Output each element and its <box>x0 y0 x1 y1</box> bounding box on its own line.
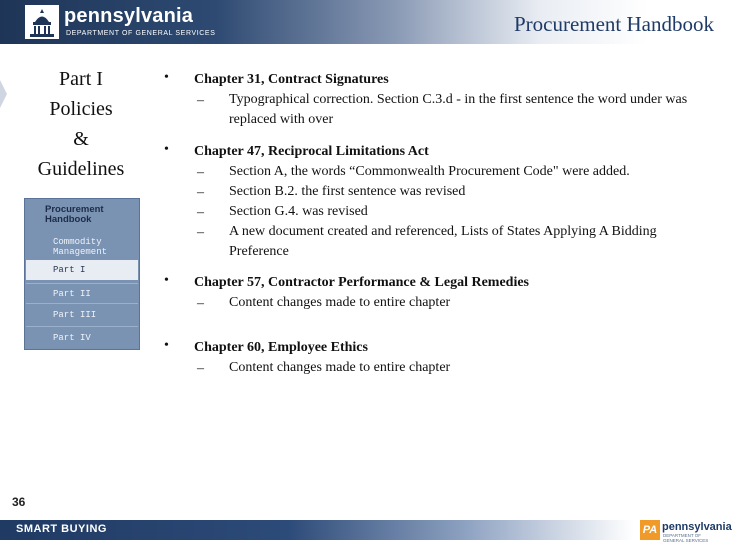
thumbnail-title <box>45 205 104 225</box>
part-heading-line: Guidelines <box>37 158 125 180</box>
capitol-dome-icon <box>24 4 60 40</box>
sub-item-text: Section B.2. the first sentence was revised <box>229 184 466 199</box>
bullet-icon: • <box>164 338 169 353</box>
dash-icon: – <box>197 185 204 200</box>
part-heading-line: Part I <box>59 68 103 90</box>
thumbnail-item-label: Part I <box>53 265 86 275</box>
dash-icon: – <box>197 296 204 311</box>
part-heading-line: & <box>73 128 89 150</box>
sub-item-text: Section G.4. was revised <box>229 204 368 219</box>
thumbnail-item: Management <box>53 247 108 257</box>
thumbnail-title-line: Procurement <box>45 204 104 215</box>
sub-item <box>194 222 712 262</box>
sub-item-text: A new document created and referenced, Lists of States Applying A Bidding Preference <box>229 224 657 259</box>
bullet-item <box>164 70 712 90</box>
part-heading-line: Policies <box>49 98 113 120</box>
sub-item <box>194 358 712 378</box>
bullet-item <box>164 142 712 162</box>
thumbnail-item-selected <box>26 260 138 280</box>
bullet-text: Chapter 60, Employee Ethics <box>194 340 368 355</box>
bullet-icon: • <box>164 273 169 288</box>
footer-logo-subtitle: DEPARTMENT OF GENERAL SERVICES <box>663 533 709 543</box>
sub-item <box>194 182 712 202</box>
thumbnail-title-line: Handbook <box>45 214 92 225</box>
handbook-thumbnail <box>24 198 140 350</box>
thumbnail-divider <box>26 326 138 327</box>
footer-label: SMART BUYING <box>16 523 107 535</box>
thumbnail-divider <box>26 303 138 304</box>
dash-icon: – <box>197 93 204 108</box>
footer-pa-logo <box>640 520 732 543</box>
bullet-text: Chapter 47, Reciprocal Limitations Act <box>194 144 429 159</box>
part-heading <box>14 64 148 184</box>
thumbnail-divider <box>26 283 138 284</box>
page-number: 36 <box>12 495 26 509</box>
change-list <box>164 70 712 378</box>
sub-item-text: Typographical correction. Section C.3.d - in the first sentence the word under was replaced with over <box>229 92 688 127</box>
bullet-text: Chapter 57, Contractor Performance & Legal Remedies <box>194 275 530 290</box>
dash-icon: – <box>197 165 204 180</box>
bullet-icon: • <box>164 70 169 85</box>
thumbnail-item: Part II <box>53 289 91 299</box>
sub-item-text: Content changes made to entire chapter <box>229 360 451 375</box>
sub-item <box>194 293 712 313</box>
bullet-text: Chapter 31, Contract Signatures <box>194 72 389 87</box>
sub-item-text: Content changes made to entire chapter <box>229 295 451 310</box>
dash-icon: – <box>197 205 204 220</box>
dash-icon: – <box>197 225 204 240</box>
left-edge-arrow-icon <box>0 80 7 108</box>
pennsylvania-logo <box>24 4 264 40</box>
bullet-item <box>164 273 712 293</box>
thumbnail-item: Commodity <box>53 237 102 247</box>
header-banner <box>0 0 720 44</box>
logo-wordmark: pennsylvania <box>64 5 194 27</box>
thumbnail-item: Part III <box>53 310 97 320</box>
logo-subtitle: DEPARTMENT OF GENERAL SERVICES <box>66 30 216 37</box>
bullet-item <box>164 338 712 358</box>
page-title: Procurement Handbook <box>513 12 714 36</box>
bullet-icon: • <box>164 142 169 157</box>
sub-item <box>194 202 712 222</box>
footer-logo-wordmark: pennsylvania <box>662 521 732 533</box>
thumbnail-item: Part IV <box>53 333 91 343</box>
sub-item <box>194 162 712 182</box>
pa-mark-icon: PA <box>640 520 660 540</box>
footer-banner <box>0 520 720 540</box>
sub-item-text: Section A, the words “Commonwealth Procurement Code" were added. <box>229 164 630 179</box>
sub-item <box>194 90 712 130</box>
dash-icon: – <box>197 361 204 376</box>
